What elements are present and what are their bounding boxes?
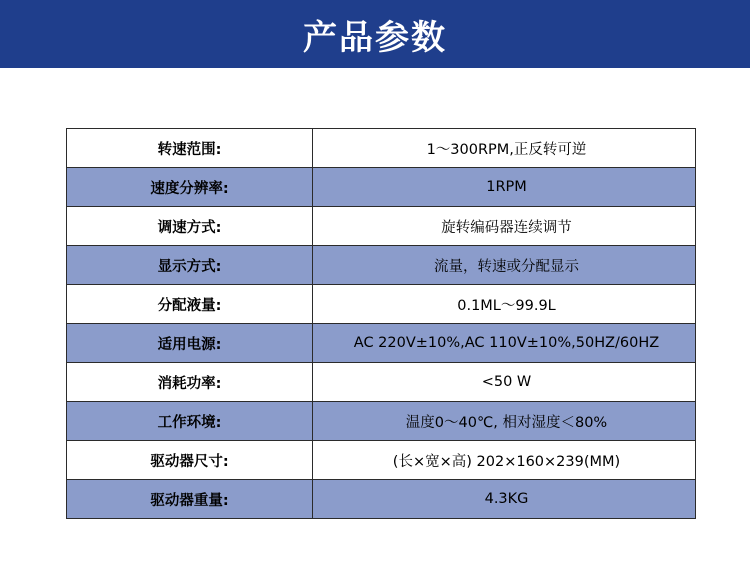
spec-label: 调速方式: xyxy=(67,207,313,246)
spec-value: AC 220V±10%,AC 110V±10%,50HZ/60HZ xyxy=(313,324,696,363)
table-row xyxy=(67,129,696,168)
table-row xyxy=(67,168,696,207)
specification-table xyxy=(66,128,696,519)
spec-value: <50 W xyxy=(313,363,696,402)
table-row xyxy=(67,363,696,402)
spec-label: 转速范围: xyxy=(67,129,313,168)
spec-label: 工作环境: xyxy=(67,402,313,441)
spec-label: 速度分辨率: xyxy=(67,168,313,207)
table-row xyxy=(67,402,696,441)
spec-value: 1～300RPM,正反转可逆 xyxy=(313,129,696,168)
spec-label: 驱动器尺寸: xyxy=(67,441,313,480)
spec-label: 分配液量: xyxy=(67,285,313,324)
table-row xyxy=(67,246,696,285)
header-banner xyxy=(0,0,750,68)
table-row xyxy=(67,285,696,324)
spec-table-container xyxy=(66,128,684,519)
spec-value: 1RPM xyxy=(313,168,696,207)
spec-label: 驱动器重量: xyxy=(67,480,313,519)
table-row xyxy=(67,480,696,519)
spec-value: 旋转编码器连续调节 xyxy=(313,207,696,246)
spec-value: 0.1ML～99.9L xyxy=(313,285,696,324)
spec-label: 显示方式: xyxy=(67,246,313,285)
table-row xyxy=(67,441,696,480)
table-row xyxy=(67,207,696,246)
page-title: 产品参数 xyxy=(303,17,447,58)
spec-value: 温度0～40℃, 相对湿度＜80% xyxy=(313,402,696,441)
spec-value: 4.3KG xyxy=(313,480,696,519)
spec-label: 适用电源: xyxy=(67,324,313,363)
spec-table-body xyxy=(67,129,696,519)
table-row xyxy=(67,324,696,363)
spec-value: (长×宽×高) 202×160×239(MM) xyxy=(313,441,696,480)
spec-label: 消耗功率: xyxy=(67,363,313,402)
spec-value: 流量，转速或分配显示 xyxy=(313,246,696,285)
